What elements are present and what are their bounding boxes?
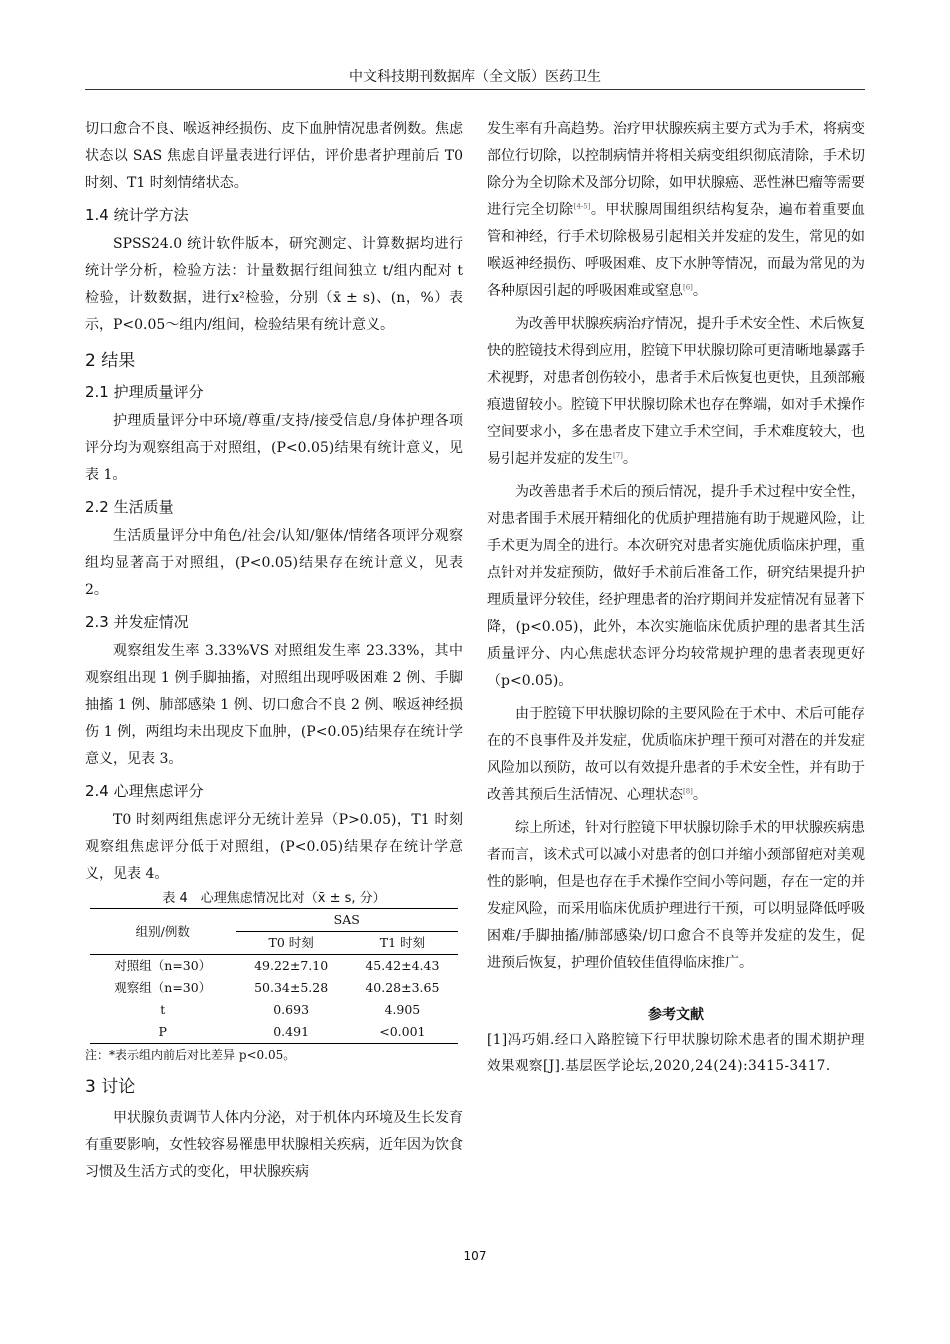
table-4 <box>90 908 458 1044</box>
table-cell: t <box>160 1002 166 1017</box>
table-cell: 0.491 <box>236 1021 347 1044</box>
table-header-t0: T0 时刻 <box>236 932 347 955</box>
discussion-paragraph-4 <box>487 701 865 809</box>
section-1-4-paragraph: SPSS24.0 统计软件版本，研究测定、计算数据均进行统计学分析，检验方法：计量数据行组间独立 t/组内配对 t 检验，计数数据，进行x²检验，分别（x̄ ± s)、(n，%）表示，P<0.05～组内/组间，检验结果有统计意义。 <box>85 236 463 333</box>
citation: [6] <box>683 283 693 292</box>
table-cell: 4.905 <box>384 1002 421 1017</box>
page-number: 107 <box>463 1249 487 1263</box>
section-2-2-paragraph: 生活质量评分中角色/社会/认知/躯体/情绪各项评分观察组均显著高于对照组，(P<0.05)结果存在统计意义，见表 2。 <box>85 528 463 598</box>
conclusion-paragraph: 综上所述，针对行腔镜下甲状腺切除手术的甲状腺疾病患者而言，该术式可以减小对患者的创口并缩小颈部留疤对美观性的影响，但是也存在手术操作空间小等问题，存在一定的并发症风险，而采用临床优质护理进行干预，可以明显降低呼吸困难/手脚抽搐/肺部感染/切口愈合不良等并发症的发生，促进预后恢复，护理价值较佳值得临床推广。 <box>487 820 865 971</box>
table-row <box>90 977 458 999</box>
table-cell: 40.28±3.65 <box>365 980 440 995</box>
citation: [8] <box>683 787 693 796</box>
table-header-sas: SAS <box>236 909 458 932</box>
table-cell: 观察组（n=30） <box>114 980 212 995</box>
section-2-4-paragraph: T0 时刻两组焦虑评分无统计差异（P>0.05)，T1 时刻观察组焦虑评分低于对照组，(P<0.05)结果存在统计学意义，见表 4。 <box>85 812 463 882</box>
section-2-heading: 2 结果 <box>85 351 136 371</box>
section-1-4-heading: 1.4 统计学方法 <box>85 206 189 224</box>
table-cell: 0.693 <box>273 1002 310 1017</box>
text-run: 。甲状腺周围组织结构复杂，遍布着重要血管和神经，行手术切除极易引起相关并发症的发生，常见的如喉返神经损伤、呼吸困难、皮下水肿等情况，而最为常见的为各种原因引起的呼吸困难或窒息 <box>487 202 866 299</box>
table-cell: 49.22±7.10 <box>254 958 329 973</box>
table-header-t1: T1 时刻 <box>347 932 458 955</box>
section-3-paragraph: 甲状腺负责调节人体内分泌，对于机体内环境及生长发育有重要影响，女性较容易罹患甲状腺相关疾病，近年因为饮食习惯及生活方式的变化，甲状腺疾病 <box>85 1110 463 1180</box>
citation: [4-5] <box>573 202 591 211</box>
references-title: 参考文献 <box>648 1007 704 1023</box>
section-2-3-heading: 2.3 并发症情况 <box>85 613 189 631</box>
table-cell: 对照组（n=30） <box>114 958 212 973</box>
text-run: 。 <box>692 283 707 299</box>
discussion-paragraph-2 <box>487 311 865 473</box>
discussion-paragraph-1 <box>487 116 865 305</box>
journal-header: 中文科技期刊数据库（全文版）医药卫生 <box>349 69 601 85</box>
text-run: 发生率有升高趋势。治疗甲状腺疾病主要方式为手术，将病变部位行切除，以控制病情并将相关病变组织彻底清除，手术切除分为全切除术及部分切除，如甲状腺癌、恶性淋巴瘤等需要进行完全切除 <box>487 121 865 218</box>
table-row <box>90 955 458 978</box>
reference-item: [1]冯巧娟.经口入路腔镜下行甲状腺切除术患者的围术期护理效果观察[J].基层医学论坛,2020,24(24):3415-3417. <box>487 1032 865 1074</box>
text-run: 。 <box>622 451 637 467</box>
section-2-4-heading: 2.4 心理焦虑评分 <box>85 782 204 800</box>
table-row <box>90 999 458 1021</box>
intro-paragraph: 切口愈合不良、喉返神经损伤、皮下血肿情况患者例数。焦虑状态以 SAS 焦虑自评量表进行评估，评价患者护理前后 T0 时刻、T1 时刻情绪状态。 <box>85 121 463 191</box>
table-4-note: 注：*表示组内前后对比差异 p<0.05。 <box>85 1048 296 1062</box>
table-cell: P <box>90 1021 236 1044</box>
table-4-caption: 表 4 心理焦虑情况比对（x̄ ± s, 分） <box>162 891 386 906</box>
right-column <box>487 116 865 1079</box>
section-2-1-paragraph: 护理质量评分中环境/尊重/支持/接受信息/身体护理各项评分均为观察组高于对照组，(P<0.05)结果有统计意义，见表 1。 <box>85 413 463 483</box>
section-2-3-paragraph: 观察组发生率 3.33%VS 对照组发生率 23.33%，其中观察组出现 1 例手脚抽搐，对照组出现呼吸困难 2 例、手脚抽搐 1 例、肺部感染 1 例、切口愈合不良 2 例、喉返神经损伤 1 例，两组均未出现皮下血肿，(P<0.05)结果存在统计学意义，见表 3。 <box>85 643 463 767</box>
text-run: 为改善甲状腺疾病治疗情况，提升手术安全性、术后恢复快的腔镜技术得到应用，腔镜下甲状腺切除可更清晰地暴露手术视野，对患者创伤较小，患者手术后恢复也更快，且颈部瘢痕遗留较小。腔镜下甲状腺切除术也存在弊端，如对手术操作空间要求小，多在患者皮下建立手术空间，手术难度较大，也易引起并发症的发生 <box>487 316 865 467</box>
text-run: 由于腔镜下甲状腺切除的主要风险在于术中、术后可能存在的不良事件及并发症，优质临床护理干预可对潜在的并发症风险加以预防，故可以有效提升患者的手术安全性，并有助于改善其预后生活情况、心理状态 <box>487 706 865 803</box>
left-column <box>85 116 463 1186</box>
table-header-group: 组别/例数 <box>90 909 236 955</box>
table-cell: 45.42±4.43 <box>365 958 440 973</box>
table-cell: <0.001 <box>347 1021 458 1044</box>
section-2-1-heading: 2.1 护理质量评分 <box>85 383 204 401</box>
citation: [7] <box>613 451 623 460</box>
header-rule <box>85 89 865 90</box>
section-3-heading: 3 讨论 <box>85 1077 136 1097</box>
table-cell: 50.34±5.28 <box>254 980 329 995</box>
table-row <box>90 1021 458 1044</box>
text-run: 。 <box>692 787 707 803</box>
section-2-2-heading: 2.2 生活质量 <box>85 498 174 516</box>
discussion-paragraph-3: 为改善患者手术后的预后情况，提升手术过程中安全性，对患者围手术展开精细化的优质护理措施有助于规避风险，让手术更为周全的进行。本次研究对患者实施优质临床护理，重点针对并发症预防，做好手术前后准备工作，研究结果提升护理质量评分较佳，经护理患者的治疗期间并发症情况有显著下降，(p<0.05)，此外，本次实施临床优质护理的患者其生活质量评分、内心焦虑状态评分均较常规护理的患者表现更好（p<0.05)。 <box>487 484 865 689</box>
